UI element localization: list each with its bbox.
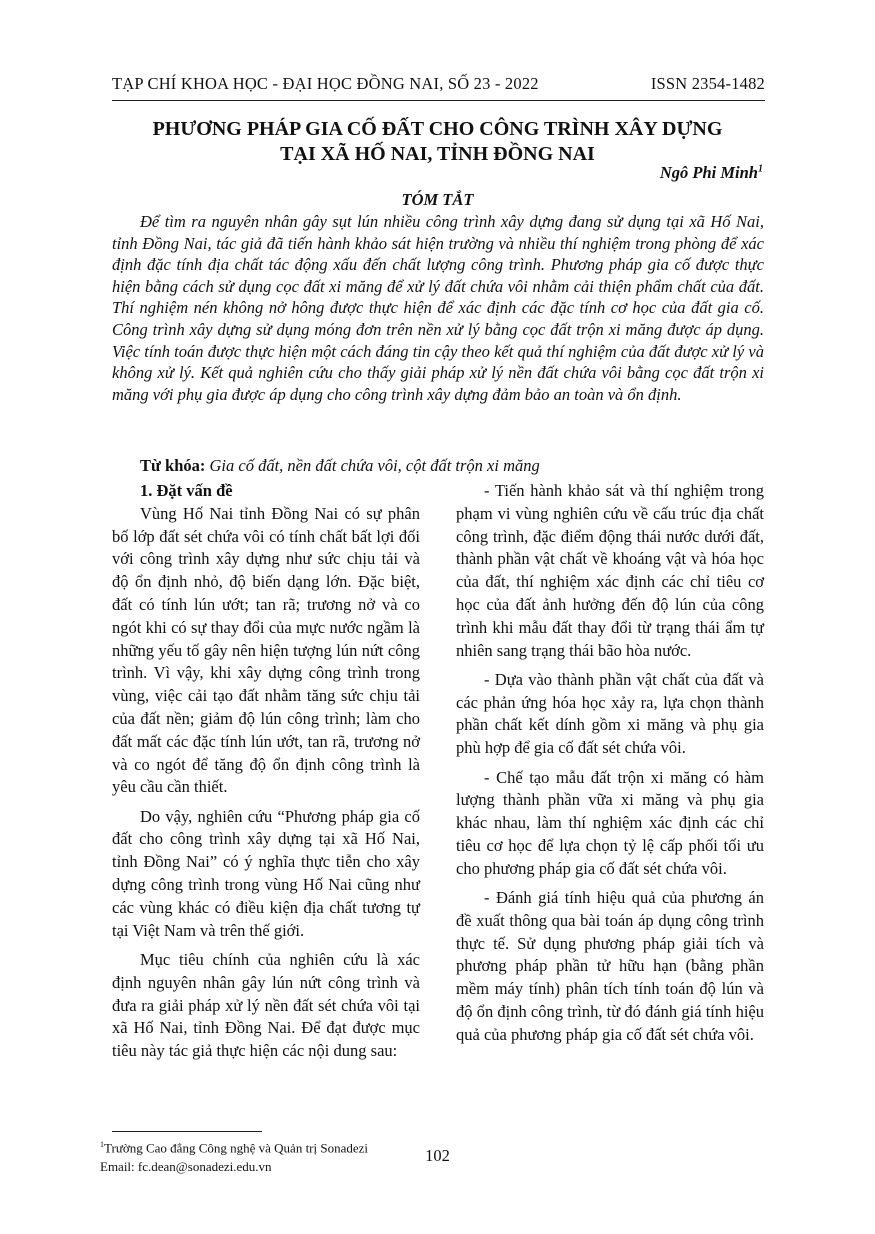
keywords-label: Từ khóa: <box>140 456 206 475</box>
abstract-text: Để tìm ra nguyên nhân gây sụt lún nhiều công trình xây dựng đang sử dụng tại xã Hố Nai, tỉnh Đồng Nai, tác giả đã tiến hành khảo sát hiện trường và nhiều thí nghiệm trong phòng để xác định đặc tính địa chất tác động xấu đến chất lượng công trình. Phương pháp gia cố được thực hiện bằng cách sử dụng cọc đất xi măng để xử lý đất chứa vôi nhằm cải thiện phẩm chất của đất. Thí nghiệm nén không nở hông được thực hiện để xác định các đặc tính cơ học của đất gia cố. Công trình xây dựng sử dụng móng đơn trên nền xử lý bằng cọc đất trộn xi măng được áp dụng. Việc tính toán được thực hiện một cách đáng tin cậy theo kết quả thí nghiệm của đất được xử lý và không xử lý. Kết quả nghiên cứu cho thấy giải pháp xử lý nền đất chứa vôi bằng cọc đất trộn xi măng với phụ gia được áp dụng cho công trình xây dựng đảm bảo an toàn và ổn định. <box>112 212 764 404</box>
author <box>660 163 763 183</box>
title-line-2: TẠI XÃ HỐ NAI, TỈNH ĐỒNG NAI <box>280 143 595 165</box>
email-address[interactable]: fc.dean@sonadezi.edu.vn <box>137 1159 272 1175</box>
footnote-rule <box>112 1131 262 1132</box>
paragraph: - Dựa vào thành phần vật chất của đất và các phản ứng hóa học xảy ra, lựa chọn thành phần chất kết dính gồm xi măng và phụ gia phù hợp để gia cố đất sét chứa vôi. <box>456 669 764 758</box>
paragraph: Mục tiêu chính của nghiên cứu là xác định nguyên nhân gây lún nứt công trình và đưa ra giải pháp xử lý nền đất sét chứa vôi tại xã Hố Nai, tỉnh Đồng Nai. Để đạt được mục tiêu này tác giả thực hiện các nội dung sau: <box>112 949 420 1061</box>
page-number: 102 <box>425 1146 450 1165</box>
author-footnote-marker: 1 <box>758 163 763 175</box>
paragraph: - Chế tạo mẫu đất trộn xi măng có hàm lượng thành phần vữa xi măng và phụ gia khác nhau, làm thí nghiệm xác định các chỉ tiêu cơ học để lựa chọn tỷ lệ cấp phối tối ưu cho phương pháp gia cố đất sét chứa vôi. <box>456 767 764 878</box>
header-rule <box>112 100 765 101</box>
abstract-heading: TÓM TẮT <box>401 190 474 209</box>
paragraph: - Tiến hành khảo sát và thí nghiệm trong phạm vi vùng nghiên cứu về cấu trúc địa chất công trình, đặc điểm động thái nước dưới đất, thành phần vật chất về khoáng vật và hóa học của đất, thí nghiệm xác định các chỉ tiêu cơ học của đất ảnh hưởng đến độ lún của công trình khi mẫu đất thay đổi từ trạng thái ẩm tự nhiên sang trạng thái bão hòa nước. <box>456 481 764 660</box>
keywords <box>140 456 540 476</box>
section-heading: 1. Đặt vấn đề <box>140 481 233 500</box>
author-name: Ngô Phi Minh <box>659 163 758 182</box>
paragraph: Vùng Hố Nai tỉnh Đồng Nai có sự phân bố lớp đất sét chứa vôi có tính chất bất lợi đối với công trình xây dựng như sức chịu tải và độ ổn định nhỏ, độ biến dạng lớn. Đặc biệt, đất có tính lún ướt; tan rã; trương nở và co ngót khi có sự thay đổi của mực nước ngầm là những yếu tố gây nên hiện tượng lún nứt công trình. Vì vậy, khi xây dựng công trình trong vùng, việc cải tạo đất nhằm tăng sức chịu tải của đất nền; giảm độ lún công trình; làm cho đất mất các đặc tính lún ướt, tan rã, trương nở và co ngót để tăng độ ổn định công trình là yêu cầu cần thiết. <box>112 503 420 797</box>
paragraph: - Đánh giá tính hiệu quả của phương án đề xuất thông qua bài toán áp dụng công trình thực tế. Sử dụng phương pháp giải tích và phương pháp phần tử hữu hạn (bằng phần mềm máy tính) phân tích tính toán độ lún và độ ổn định công trình, từ đó đánh giá tính hiệu quả của phương pháp gia cố đất sét chứa vôi. <box>456 888 764 1044</box>
footnote-affiliation: Trường Cao đẳng Công nghệ và Quản trị Sonadezi <box>104 1140 369 1156</box>
running-header <box>112 74 765 94</box>
journal-name: TẠP CHÍ KHOA HỌC - ĐẠI HỌC ĐỒNG NAI, SỐ 23 - 2022 <box>112 74 539 93</box>
paper-title <box>100 117 775 167</box>
right-column <box>456 480 764 1053</box>
email-label: Email: <box>100 1159 135 1175</box>
title-line-1: PHƯƠNG PHÁP GIA CỐ ĐẤT CHO CÔNG TRÌNH XÂY DỰNG <box>152 118 723 140</box>
issn: ISSN 2354-1482 <box>650 74 765 93</box>
footnote-marker: 1 <box>100 1140 104 1149</box>
keywords-text: Gia cố đất, nền đất chứa vôi, cột đất trộn xi măng <box>209 456 540 475</box>
paragraph: Do vậy, nghiên cứu “Phương pháp gia cố đất cho công trình xây dựng tại xã Hố Nai, tỉnh Đồng Nai” có ý nghĩa thực tiễn cho xây dựng công trình trong vùng Hố Nai cũng như các vùng khác có điều kiện địa chất tương tự tại Việt Nam và trên thế giới. <box>112 806 420 940</box>
left-column <box>112 480 420 1069</box>
